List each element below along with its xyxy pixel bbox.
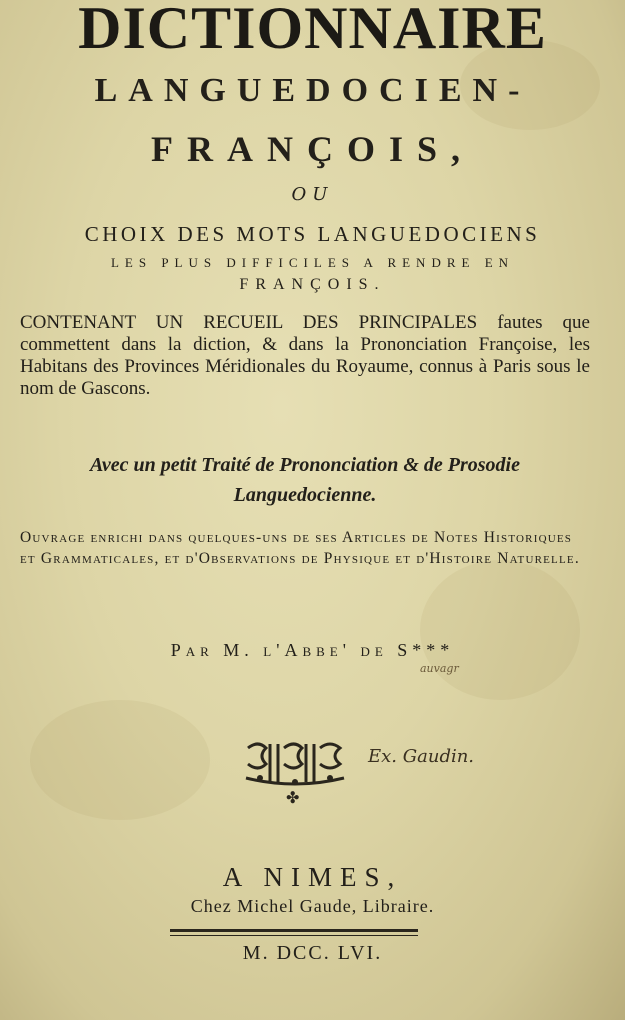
printer-ornament-icon (240, 738, 350, 788)
subtitle-choix: CHOIX DES MOTS LANGUEDOCIENS (84, 222, 541, 246)
main-title: DICTIONNAIRE (78, 0, 547, 61)
description-paragraph: CONTENANT UN RECUEIL DES PRINCIPALES fautes que commettent dans la diction, & dans la Prononciation Françoise, les Habitans des Provinces Méridionales du Royaume, connus à Paris sous le nom de Gascons. (20, 312, 590, 399)
treatise-line: Avec un petit Traité de Prononciation & de Prosodie Languedocienne. (90, 454, 520, 506)
double-rule (170, 929, 418, 932)
conjunction-ou: OU (291, 184, 334, 205)
enrichment-paragraph: Ouvrage enrichi dans quelques-uns de ses Articles de Notes Historiques et Grammaticales, et d'Observations de Physique et d'Histoire Naturelle. (20, 529, 580, 567)
paper-stain (30, 700, 210, 820)
subtitle-difficiles: LES PLUS DIFFICILES A RENDRE EN (110, 255, 515, 270)
imprint-city: A NIMES, (222, 862, 403, 892)
subtitle-francois: FRANÇOIS. (239, 276, 386, 293)
imprint-date: M. DCC. LVI. (242, 942, 383, 964)
author-line: Par M. l'Abbe' de S*** (170, 640, 455, 660)
fleuron-icon: ✤ (286, 788, 300, 807)
subtitle-line-2: FRANÇOIS, (150, 129, 474, 169)
paper-stain (420, 560, 580, 700)
handwritten-ex-libris: Ex. Gaudin. (368, 746, 475, 767)
handwritten-annotation: auvagr (420, 662, 459, 675)
double-rule (170, 935, 418, 936)
imprint-publisher: Chez Michel Gaude, Libraire. (190, 896, 435, 916)
subtitle-line-1: LANGUEDOCIEN- (94, 72, 531, 109)
